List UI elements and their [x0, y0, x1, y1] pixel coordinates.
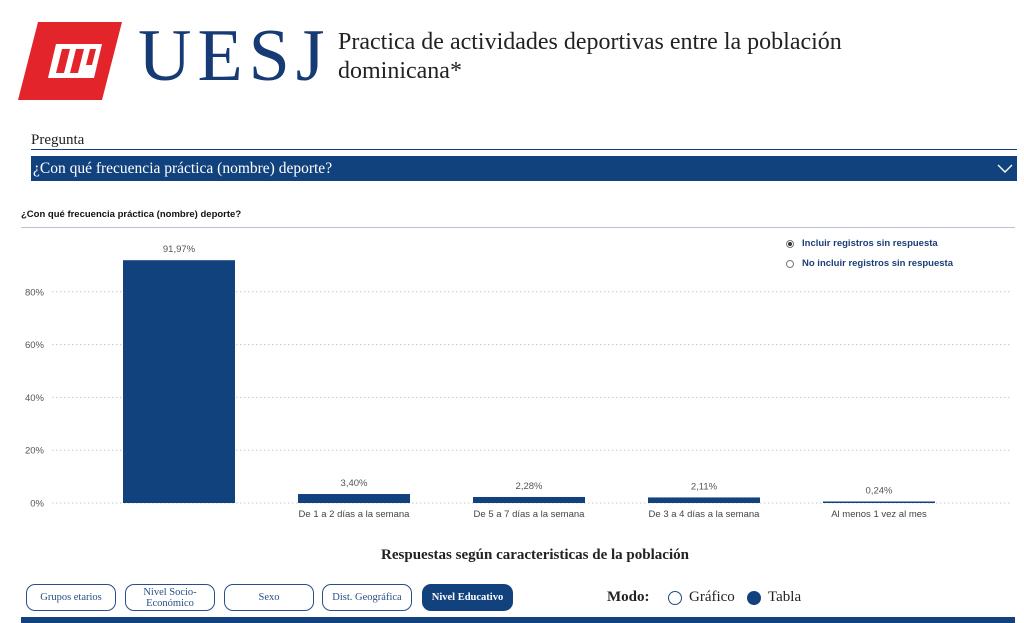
- uesj-logo-mark: [18, 22, 122, 100]
- chevron-down-icon: [997, 161, 1013, 175]
- x-tick-label: Al menos 1 vez al mes: [831, 509, 927, 520]
- tab-dist-geografica[interactable]: Dist. Geográfica: [322, 584, 412, 611]
- mode-label: Modo:: [607, 589, 650, 605]
- tab-sexo[interactable]: Sexo: [224, 584, 314, 611]
- include-no-response-label: Incluir registros sin respuesta: [802, 238, 938, 249]
- y-tick-label: 80%: [24, 287, 44, 299]
- radio-selected-icon: [747, 591, 761, 605]
- uesj-logo-text: UESJ: [138, 15, 331, 97]
- y-tick-label: 60%: [24, 340, 44, 352]
- x-tick-label: De 1 a 2 días a la semana: [298, 509, 410, 520]
- bar: [648, 497, 760, 503]
- chart-heading: ¿Con qué frecuencia práctica (nombre) deporte?: [21, 209, 242, 220]
- data-label: 91,97%: [162, 244, 196, 256]
- data-label: 2,11%: [690, 481, 718, 493]
- question-divider: [31, 149, 1017, 150]
- radio-unselected-icon: [668, 591, 682, 605]
- bar-chart: [0, 228, 1024, 528]
- data-label: 2,28%: [515, 480, 543, 492]
- table-header: [21, 617, 1015, 623]
- question-dropdown[interactable]: [31, 156, 1017, 181]
- y-tick-label: 0%: [30, 498, 44, 510]
- report-title: Practica de actividades deportivas entre la población dominicana*: [338, 29, 842, 84]
- x-tick-label: De 3 a 4 días a la semana: [648, 509, 760, 520]
- data-label: 3,40%: [340, 478, 368, 490]
- exclude-no-response-label: No incluir registros sin respuesta: [802, 258, 953, 269]
- mode-tabla-option[interactable]: [747, 589, 801, 606]
- section-title: Respuestas según caracteristicas de la población: [381, 547, 689, 563]
- mode-tabla-label: Tabla: [768, 589, 802, 605]
- bar: [298, 494, 410, 503]
- bar: [123, 260, 235, 503]
- y-tick-label: 40%: [24, 392, 44, 404]
- y-tick-label: 20%: [24, 445, 44, 457]
- mode-grafico-label: Gráfico: [689, 589, 735, 605]
- question-dropdown-value: ¿Con qué frecuencia práctica (nombre) deporte?: [33, 160, 333, 177]
- data-label: 0,24%: [865, 485, 893, 497]
- bar: [473, 497, 585, 503]
- tab-nivel-educativo[interactable]: Nivel Educativo: [422, 584, 513, 611]
- question-label: Pregunta: [31, 132, 85, 148]
- x-tick-label: De 5 a 7 días a la semana: [473, 509, 585, 520]
- tab-grupos-etarios[interactable]: Grupos etarios: [26, 584, 116, 611]
- bar: [823, 502, 935, 504]
- tab-nivel-socio-economico[interactable]: Nivel Socio-Económico: [125, 584, 215, 611]
- mode-grafico-option[interactable]: [668, 589, 735, 606]
